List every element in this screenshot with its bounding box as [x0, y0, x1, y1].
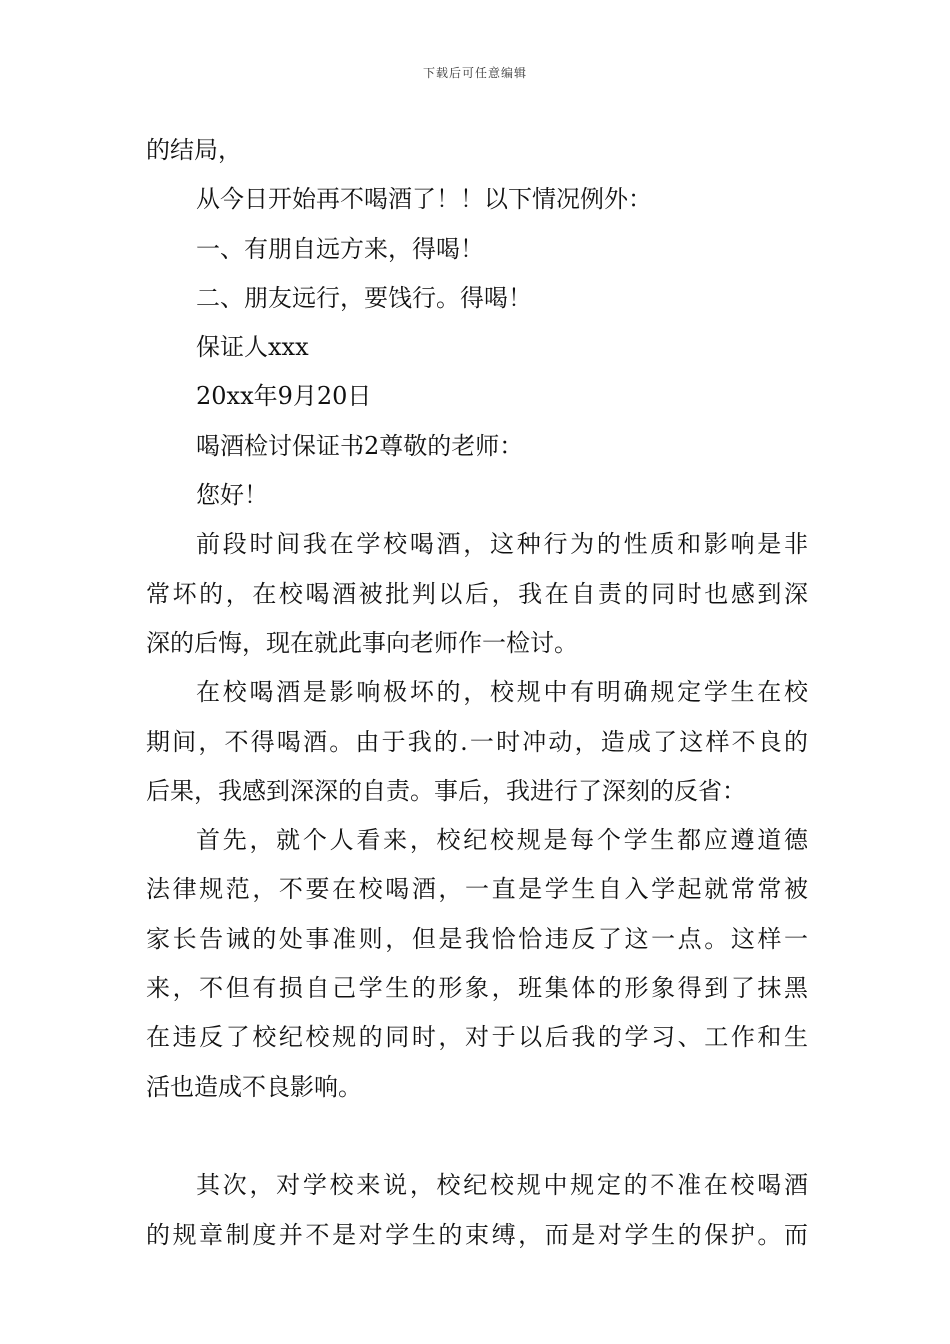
- text-line: 首先，就个人看来，校纪校规是每个学生都应遵道德: [196, 826, 808, 855]
- text-line: 的结局，: [146, 136, 242, 164]
- text-line: 二、朋友远行，要饯行。得喝！: [196, 283, 532, 312]
- text-line: 后果，我感到深深的自责。事后，我进行了深刻的反省：: [146, 776, 746, 805]
- text-line: 的规章制度并不是对学生的束缚，而是对学生的保护。而: [146, 1220, 808, 1249]
- text-line: 常坏的，在校喝酒被批判以后，我在自责的同时也感到深: [146, 579, 808, 608]
- text-line: 保证人xxx: [196, 333, 309, 362]
- text-line: 喝酒检讨保证书2尊敬的老师：: [196, 431, 524, 460]
- text-line: 活也造成不良影响。: [146, 1072, 362, 1101]
- text-line: 在违反了校纪校规的同时，对于以后我的学习、工作和生: [146, 1023, 808, 1052]
- text-line: 家长告诫的处事准则，但是我恰恰违反了这一点。这样一: [146, 924, 808, 953]
- text-line: 您好！: [196, 481, 268, 510]
- text-line: 在校喝酒是影响极坏的，校规中有明确规定学生在校: [196, 678, 808, 707]
- text-line: 深的后悔，现在就此事向老师作一检讨。: [146, 628, 578, 657]
- page-header-note: 下载后可任意编辑: [422, 66, 527, 80]
- text-line: 前段时间我在学校喝酒，这种行为的性质和影响是非: [196, 530, 808, 559]
- text-line: 从今日开始再不喝酒了！！以下情况例外：: [196, 185, 652, 214]
- document-body: [146, 126, 808, 1260]
- text-line: 期间，不得喝酒。由于我的.一时冲动，造成了这样不良的: [146, 727, 808, 756]
- text-line: 一、有朋自远方来，得喝！: [196, 234, 484, 263]
- text-line: 其次，对学校来说，校纪校规中规定的不准在校喝酒: [196, 1171, 808, 1200]
- text-line: 20xx年9月20日: [196, 382, 372, 411]
- text-line: 法律规范，不要在校喝酒，一直是学生自入学起就常常被: [146, 875, 808, 904]
- text-line: 来，不但有损自己学生的形象，班集体的形象得到了抹黑: [146, 974, 808, 1003]
